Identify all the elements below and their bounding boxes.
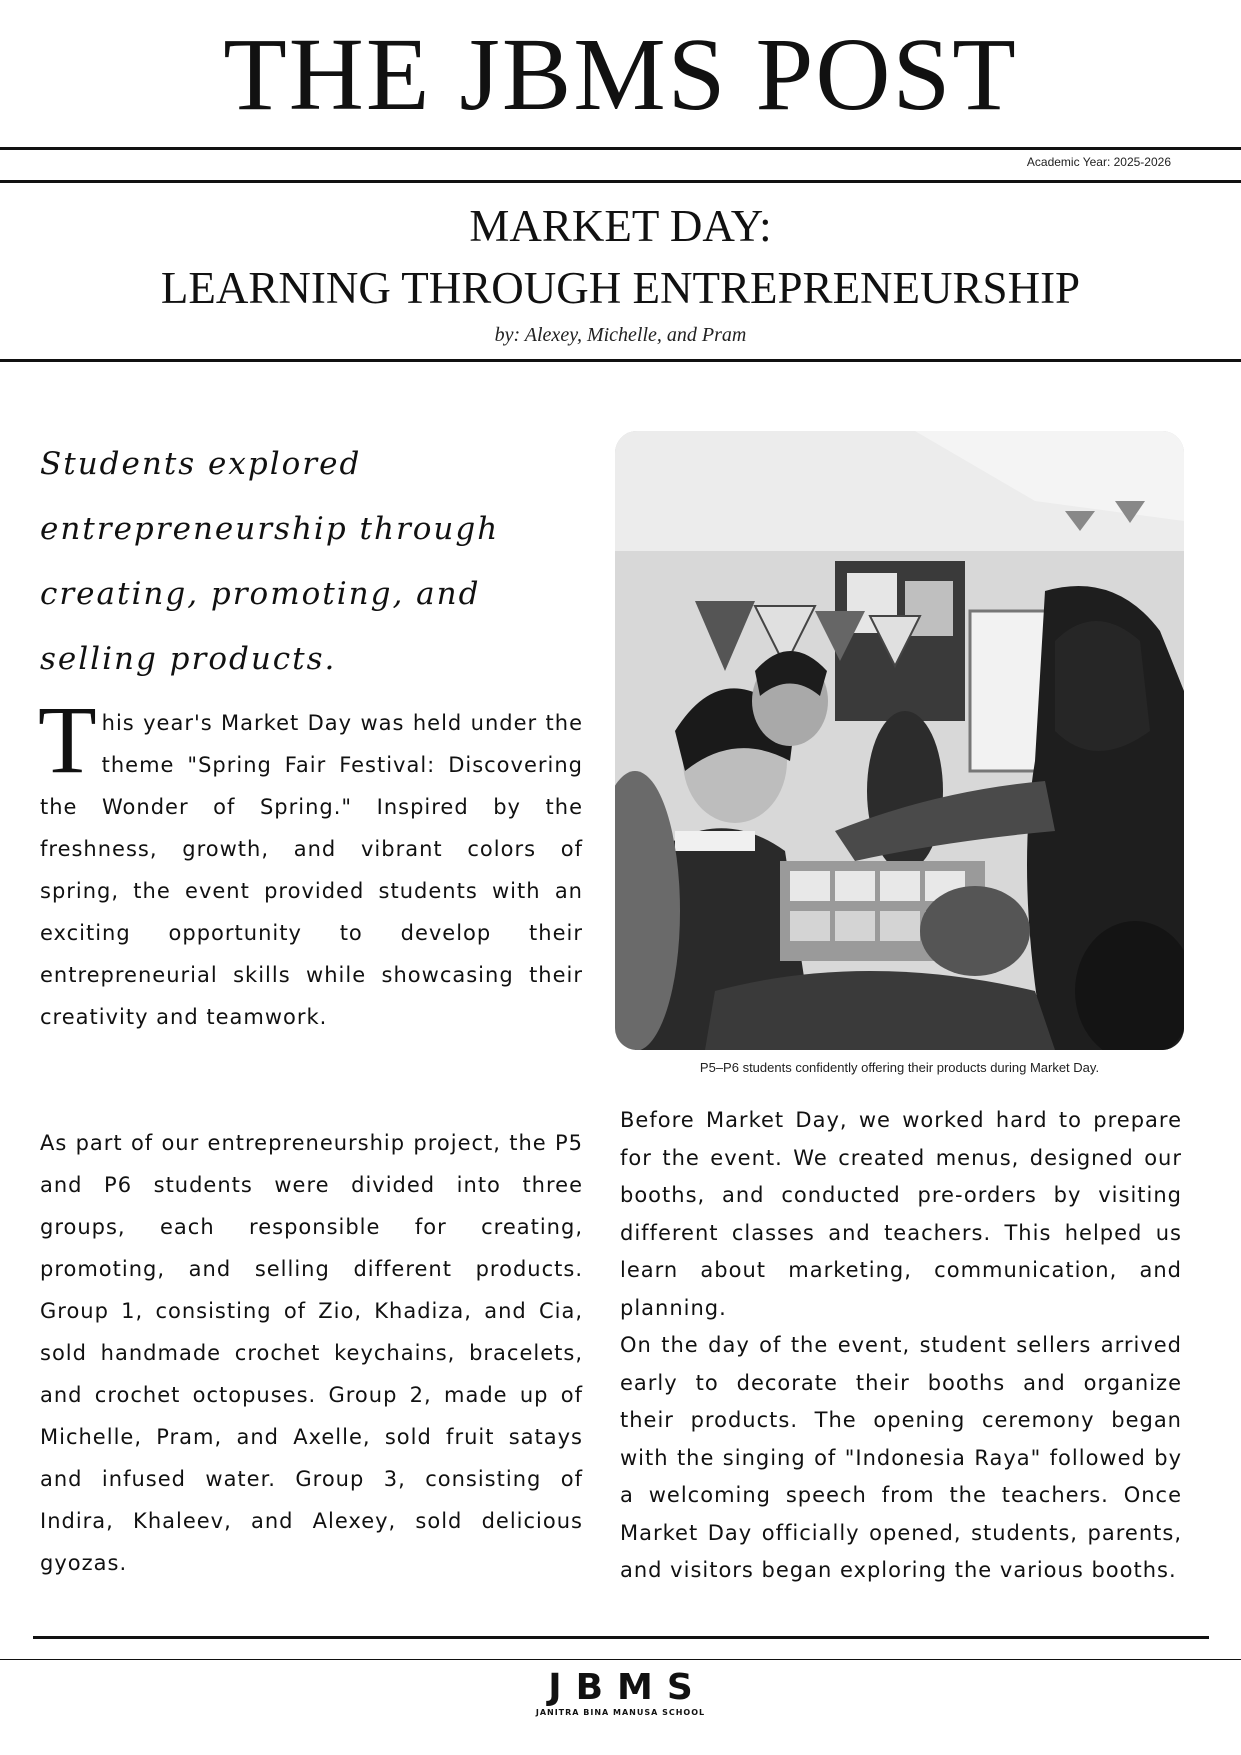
footer-rule-bottom — [0, 1659, 1241, 1660]
paragraph-preparation-and-event — [620, 1102, 1182, 1590]
headline-line-1: MARKET DAY: — [469, 201, 772, 251]
academic-year: Academic Year: 2025-2026 — [1026, 155, 1171, 169]
paragraph-groups: As part of our entrepreneurship project, the P5 and P6 students were divided into three groups, each responsible for creating, promoting, and selling different products. Group 1, consisting of Zio, Khadiza, and Cia, sold handmade crochet keychains, bracelets, and crochet octopuses. Group 2, made up of Michelle, Pram, and Axelle, sold fruit satays and infused water. Group 3, consisting of Indira, Khaleev, and Alexey, sold delicious gyozas. — [40, 1131, 583, 1575]
paragraph-event-day: On the day of the event, student sellers arrived early to decorate their booths and organize their products. The opening ceremony began with the singing of "Indonesia Raya" followed by a welcoming speech from the teachers. Once Market Day officially opened, students, parents, and visitors began exploring the various booths. — [620, 1333, 1182, 1582]
drop-cap: T — [38, 686, 98, 793]
logo-wordmark: JBMS — [548, 1667, 707, 1708]
paragraph-intro — [38, 686, 583, 1038]
photo-illustration — [615, 431, 1184, 1050]
masthead-rule-bottom — [0, 180, 1241, 183]
article-lede: Students explored entrepreneurship through creating, promoting, and selling products. — [40, 446, 500, 677]
masthead-rule-top — [0, 147, 1241, 150]
headline-rule — [0, 359, 1241, 362]
paragraph-intro-text: his year's Market Day was held under the theme "Spring Fair Festival: Discovering the Wonder of Spring." Inspired by the freshness, growth, and vibrant colors of spring, the event provided students with an exciting opportunity to develop their entrepreneurial skills while showcasing their creativity and teamwork. — [40, 711, 583, 1029]
paragraph-preparation: Before Market Day, we worked hard to prepare for the event. We created menus, designed our booths, and conducted pre-orders by visiting different classes and teachers. This helped us learn about marketing, communication, and planning. — [620, 1108, 1182, 1320]
logo-subtitle: JANITRA BINA MANUSA SCHOOL — [535, 1708, 706, 1717]
masthead-title: THE JBMS POST — [223, 17, 1018, 132]
article-byline: by: Alexey, Michelle, and Pram — [494, 324, 747, 346]
footer-rule-top — [33, 1636, 1209, 1639]
article-headline — [0, 195, 1241, 319]
market-day-photo — [615, 431, 1184, 1050]
school-logo — [0, 1668, 1241, 1717]
photo-caption: P5–P6 students confidently offering their products during Market Day. — [699, 1060, 1100, 1075]
headline-line-2: LEARNING THROUGH ENTREPRENEURSHIP — [160, 263, 1081, 313]
